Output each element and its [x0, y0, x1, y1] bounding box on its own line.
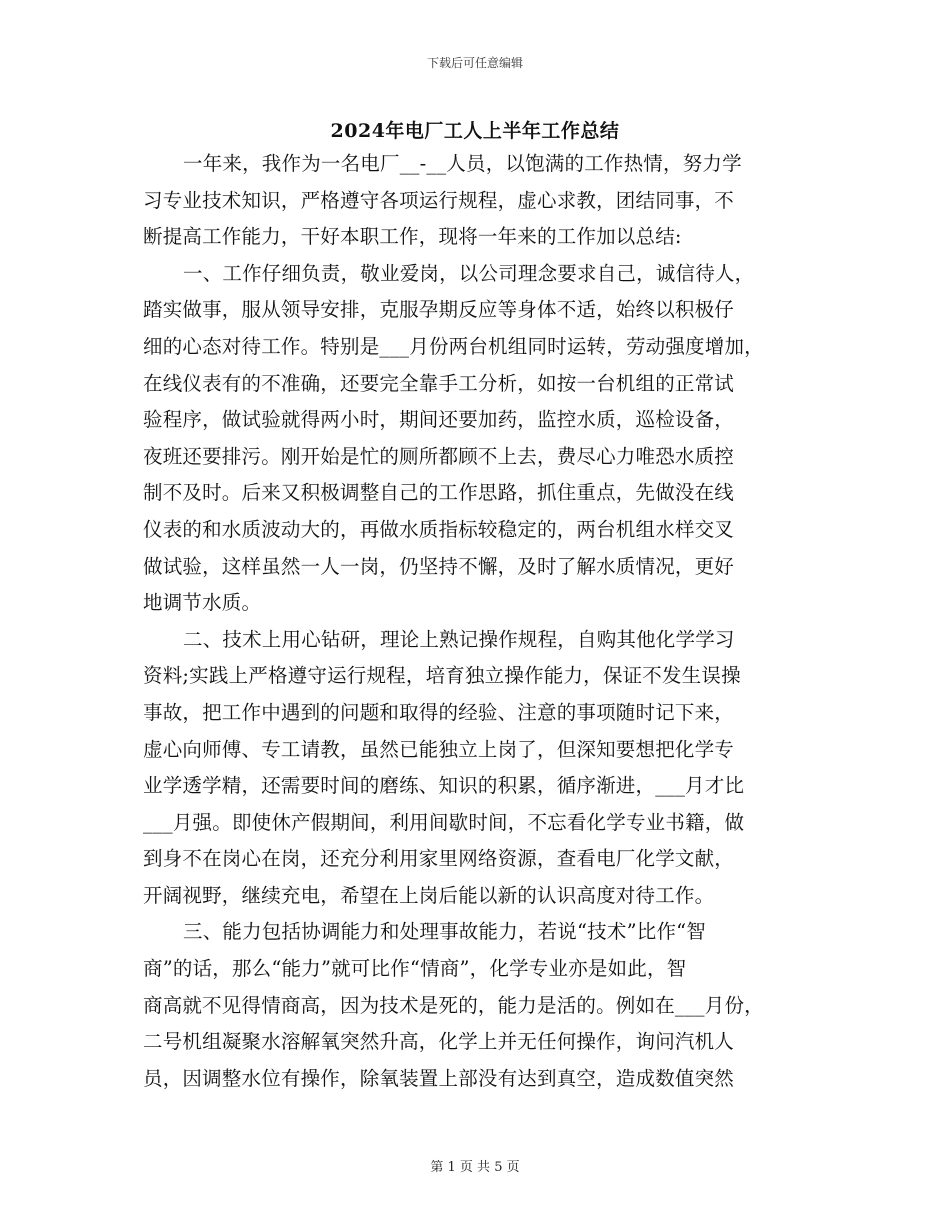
body-line: 二、技术上用心钻研，理论上熟记操作规程，自购其他化学学习 — [183, 627, 735, 651]
document-title: 2024年电厂工人上半年工作总结 — [330, 120, 620, 142]
body-line: 细的心态对待工作。特别是___月份两台机组同时运转，劳动强度增加， — [143, 334, 764, 358]
body-line: 一、工作仔细负责，敬业爱岗，以公司理念要求自己，诚信待人， — [183, 261, 755, 285]
body-line: 商”的话，那么“能力”就可比作“情商”，化学专业亦是如此，智 — [143, 957, 687, 981]
body-line: 一年来，我作为一名电厂__-__人员，以饱满的工作热情，努力学 — [183, 152, 742, 175]
body-line: 踏实做事，服从领导安排，克服孕期反应等身体不适，始终以积极仔 — [143, 298, 735, 322]
body-line: 做试验，这样虽然一人一岗，仍坚持不懈，及时了解水质情况，更好 — [143, 554, 735, 578]
body-line: 制不及时。后来又积极调整自己的工作思路，抓住重点，先做没在线 — [143, 481, 735, 505]
body-line: 习专业技术知识，严格遵守各项运行规程，虚心求教，团结同事，不 — [143, 188, 735, 212]
body-line: 虚心向师傅、专工请教，虽然已能独立上岗了，但深知要想把化学专 — [143, 737, 735, 761]
body-line: 断提高工作能力，干好本职工作，现将一年来的工作加以总结: — [143, 225, 682, 249]
body-line: 开阔视野，继续充电，希望在上岗后能以新的认识高度对待工作。 — [143, 883, 715, 907]
body-line: 资料;实践上严格遵守运行规程，培育独立操作能力，保证不发生误操 — [143, 664, 741, 688]
page-number: 第 1 页 共 5 页 — [430, 1160, 520, 1175]
body-line: 商高就不见得情商高，因为技术是死的，能力是活的。例如在___月份， — [143, 993, 764, 1017]
document-body — [143, 146, 818, 1097]
body-line: 地调节水质。 — [143, 591, 262, 615]
body-line: 业学透学精，还需要时间的磨练、知识的积累，循序渐进，___月才比 — [143, 774, 745, 798]
body-line: 员，因调整水位有操作，除氧装置上部没有达到真空，造成数值突然 — [143, 1066, 735, 1090]
body-line: 事故，把工作中遇到的问题和取得的经验、注意的事项随时记下来， — [143, 700, 735, 724]
body-line: 到身不在岗心在岗，还充分利用家里网络资源，查看电厂化学文献， — [143, 847, 735, 871]
body-line: 仪表的和水质波动大的，再做水质指标较稳定的，两台机组水样交叉 — [143, 517, 735, 541]
body-line: 二号机组凝聚水溶解氧突然升高，化学上并无任何操作，询问汽机人 — [143, 1030, 735, 1054]
page-header-note: 下载后可任意编辑 — [426, 56, 523, 70]
body-line: 夜班还要排污。刚开始是忙的厕所都顾不上去，费尽心力唯恐水质控 — [143, 444, 735, 468]
body-line: 验程序，做试验就得两小时，期间还要加药，监控水质，巡检设备， — [143, 408, 735, 432]
body-line: 三、能力包括协调能力和处理事故能力，若说“技术”比作“智 — [183, 920, 707, 944]
body-line: ___月强。即使休产假期间，利用间歇时间，不忘看化学专业书籍，做 — [143, 810, 745, 834]
body-line: 在线仪表有的不准确，还要完全靠手工分析，如按一台机组的正常试 — [143, 371, 735, 395]
